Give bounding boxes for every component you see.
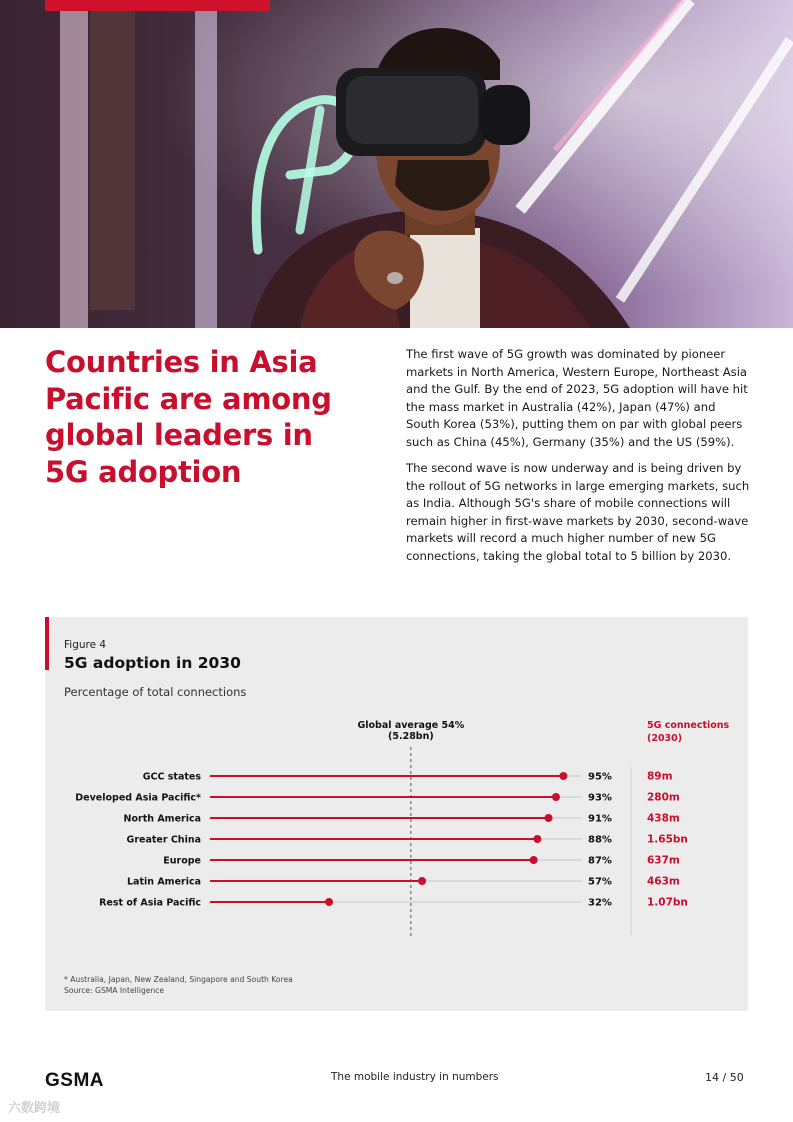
connections-header: 5G connections [647, 720, 730, 731]
category-label: North America [123, 813, 201, 825]
connections-value: 1.07bn [647, 896, 688, 909]
category-label: Europe [163, 855, 201, 867]
value-dot [552, 793, 560, 801]
footer-title: The mobile industry in numbers [331, 1071, 499, 1083]
figure-panel [45, 617, 748, 1011]
connections-value: 1.65bn [647, 833, 688, 846]
category-label: Developed Asia Pacific* [75, 792, 201, 804]
value-label: 88% [588, 834, 612, 846]
category-label: GCC states [142, 771, 201, 783]
value-dot [418, 877, 426, 885]
hero-accent-bar [45, 0, 270, 11]
category-label: Latin America [126, 876, 201, 888]
adoption-chart [45, 617, 748, 1011]
category-label: Greater China [126, 834, 201, 846]
intro-paragraph-2: The second wave is now underway and is being driven by the rollout of 5G networks in large emerging markets, such as India. Although 5G's share of mobile connections will remain higher in first-wave markets by 2030, second-wave markets will record a much higher number of new 5G connections, taking the global total to 5 billion by 2030. [406, 461, 750, 563]
global-average-label: Global average 54% [357, 720, 465, 731]
value-label: 87% [588, 855, 612, 867]
category-label: Rest of Asia Pacific [99, 897, 201, 909]
hero-image [0, 0, 793, 328]
connections-header-year: (2030) [647, 733, 683, 744]
page-headline: Countries in Asia Pacific are among global leaders in 5G adoption [45, 345, 332, 489]
connections-value: 89m [647, 770, 673, 783]
watermark: 六数跨境 [8, 1101, 61, 1116]
value-label: 57% [588, 876, 612, 888]
value-dot [533, 835, 541, 843]
value-dot [325, 898, 333, 906]
page-number: 14 / 50 [705, 1071, 744, 1084]
vr-headset-photo [0, 0, 793, 328]
source-note: Source: GSMA Intelligence [64, 986, 165, 995]
value-label: 95% [588, 771, 612, 783]
value-dot [530, 856, 538, 864]
global-average-value: (5.28bn) [388, 731, 434, 742]
value-label: 93% [588, 792, 612, 804]
figure-title: 5G adoption in 2030 [64, 654, 241, 672]
value-label: 32% [588, 897, 612, 909]
intro-text [406, 346, 751, 565]
connections-value: 463m [647, 875, 680, 888]
figure-label: Figure 4 [64, 639, 107, 651]
connections-value: 637m [647, 854, 680, 867]
intro-paragraph-1: The first wave of 5G growth was dominated by pioneer markets in North America, Western Europe, Northeast Asia and the Gulf. By the end of 2023, 5G adoption will have hit the mass market in Australia (42%), Japan (47%) and South Korea (53%), putting them on par with global peers such as China (45%), Germany (35%) and the US (59%). [406, 347, 748, 449]
value-dot [545, 814, 553, 822]
connections-value: 438m [647, 812, 680, 825]
figure-subtitle: Percentage of total connections [64, 685, 247, 699]
connections-value: 280m [647, 791, 680, 804]
value-label: 91% [588, 813, 612, 825]
figure-notes [64, 974, 293, 996]
value-dot [559, 772, 567, 780]
footnote: * Australia, Japan, New Zealand, Singapore and South Korea [64, 975, 293, 984]
gsma-logo: GSMA [45, 1070, 104, 1091]
